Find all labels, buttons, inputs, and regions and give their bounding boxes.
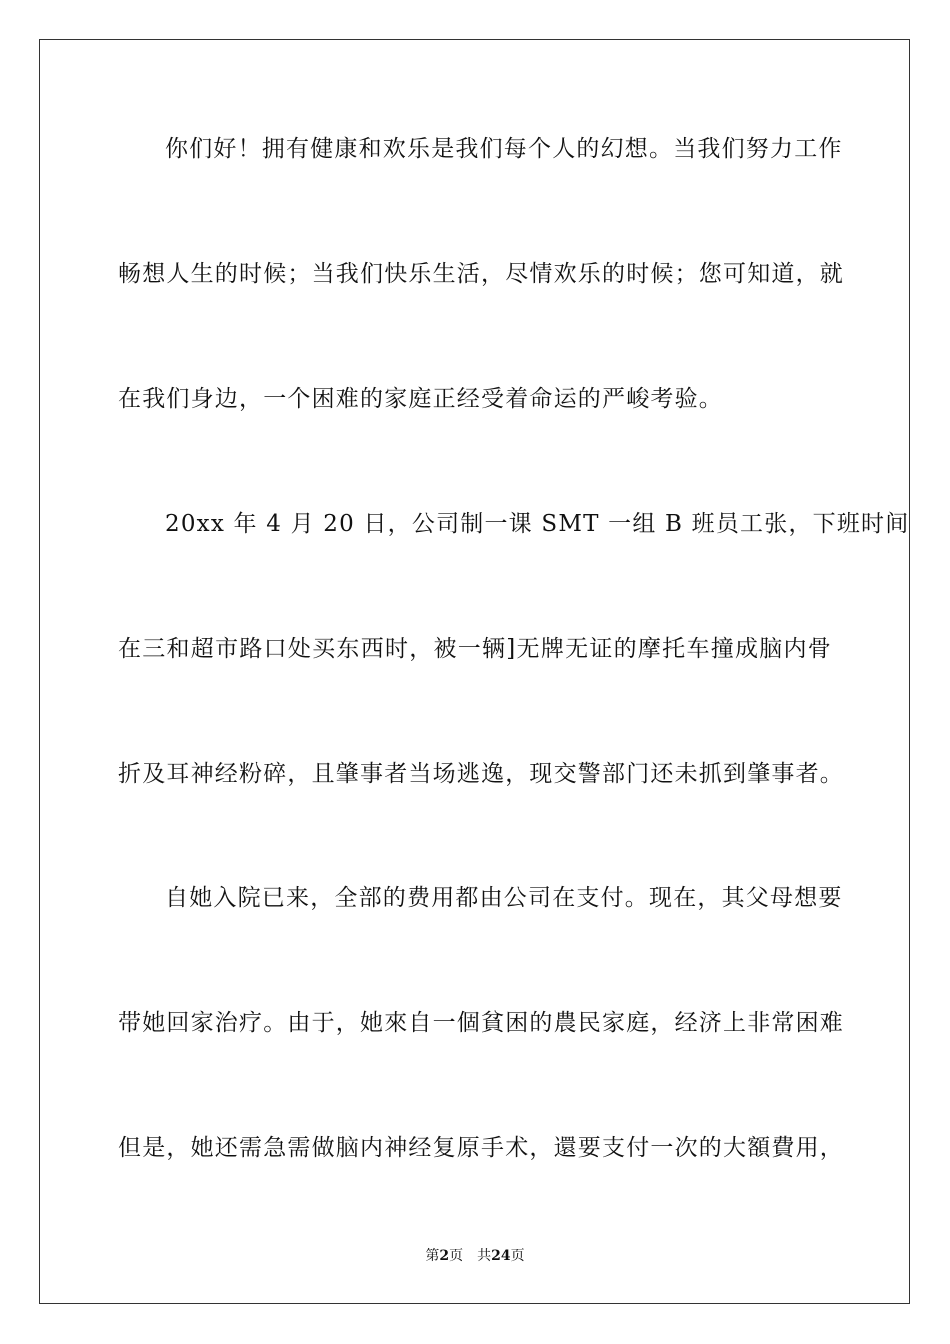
text-line-4: 20xx 年 4 月 20 日，公司制一课 SMT 一组 B 班员工张，下班时间	[165, 511, 910, 537]
text-line-2: 畅想人生的时候；当我们快乐生活，尽情欢乐的时候；您可知道，就	[118, 261, 844, 287]
footer-page-suffix: 页	[449, 1248, 464, 1264]
footer-total-suffix: 页	[510, 1248, 525, 1264]
footer-page-number: 2	[439, 1248, 450, 1264]
text-line-8: 带她回家治疗。由于，她來自一個貧困的農民家庭，经济上非常困难	[118, 1010, 844, 1036]
text-line-3: 在我们身边，一个困难的家庭正经受着命运的严峻考验。	[118, 386, 723, 412]
footer-total-pages: 24	[491, 1248, 511, 1264]
page-footer	[0, 1247, 950, 1265]
footer-total-prefix: 共	[477, 1248, 492, 1264]
text-line-5: 在三和超市路口处买东西时，被一辆]无牌无证的摩托车撞成脑内骨	[118, 636, 832, 662]
text-line-6: 折及耳神经粉碎，且肇事者当场逃逸，现交警部门还未抓到肇事者。	[118, 761, 844, 787]
text-line-1: 你们好！拥有健康和欢乐是我们每个人的幻想。当我们努力工作	[165, 136, 843, 162]
footer-page-prefix: 第	[425, 1248, 440, 1264]
page-border	[39, 39, 910, 1304]
text-line-7: 自她入院已来，全部的费用都由公司在支付。现在，其父母想要	[165, 885, 843, 911]
text-line-9: 但是，她还需急需做脑内神经复原手术，還要支付一次的大額費用，	[118, 1135, 844, 1161]
